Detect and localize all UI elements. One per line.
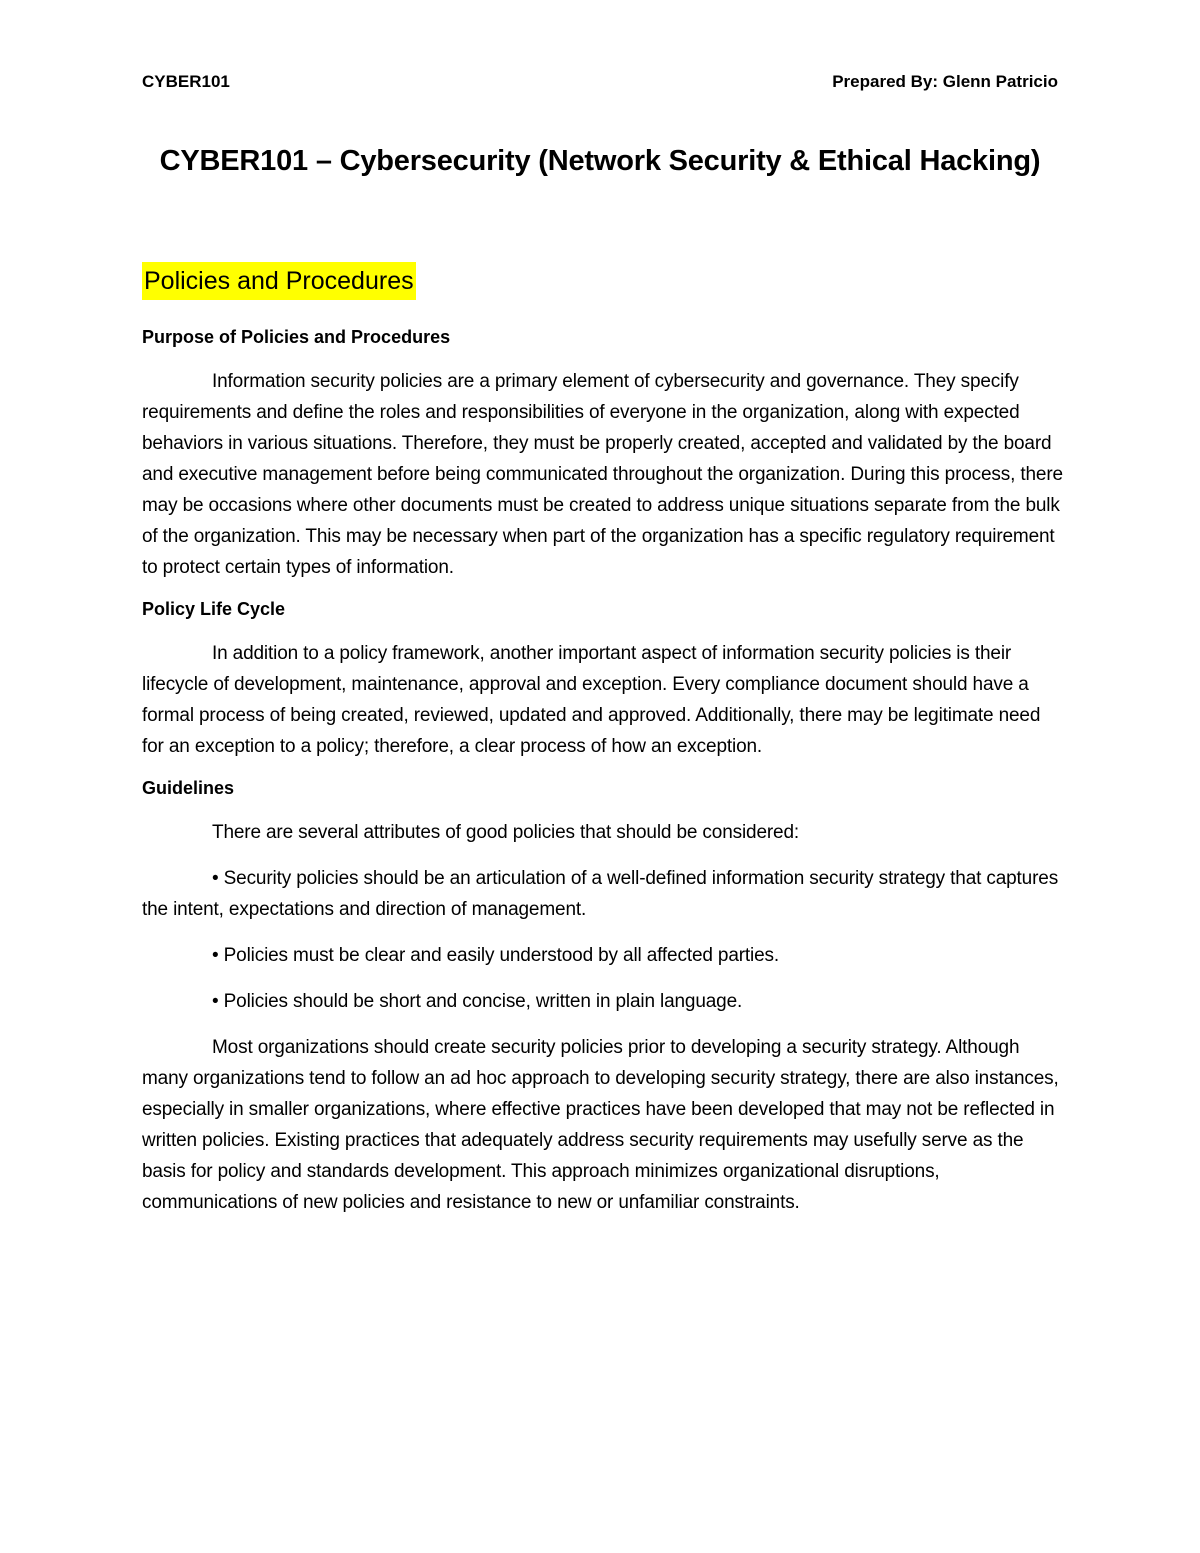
header-author: Prepared By: Glenn Patricio: [832, 72, 1058, 91]
section-heading-highlighted: Policies and Procedures: [142, 262, 416, 300]
paragraph-lifecycle: In addition to a policy framework, another important aspect of information security policies is their lifecycle of development, maintenance, approval and exception. Every compliance document should have a formal process of being created, reviewed, updated and approved. Additionally, there may be legitimate need for an exception to a policy; therefore, a clear process of how an exception.: [142, 643, 1041, 757]
bullet-item: • Policies must be clear and easily understood by all affected parties.: [212, 945, 780, 966]
document-body: [142, 262, 1066, 1233]
bullet-item: • Security policies should be an articulation of a well-defined information security strategy that captures the intent, expectations and direction of management.: [142, 868, 1059, 920]
header-course-code: CYBER101: [142, 72, 230, 91]
paragraph-guidelines-closing: Most organizations should create security policies prior to developing a security strategy. Although many organizations tend to follow an ad hoc approach to developing security strategy, there are also instances, especially in smaller organizations, where effective practices have been developed that may not be reflected in written policies. Existing practices that adequately address security requirements may usefully serve as the basis for policy and standards development. This approach minimizes organizational disruptions, communications of new policies and resistance to new or unfamiliar constraints.: [142, 1037, 1059, 1213]
document-title: CYBER101 – Cybersecurity (Network Security & Ethical Hacking): [159, 145, 1041, 177]
paragraph-purpose: Information security policies are a primary element of cybersecurity and governance. They specify requirements and define the roles and responsibilities of everyone in the organization, along with expected behaviors in various situations. Therefore, they must be properly created, accepted and validated by the board and executive management before being communicated throughout the organization. During this process, there may be occasions where other documents must be created to address unique situations separate from the bulk of the organization. This may be necessary when part of the organization has a specific regulatory requirement to protect certain types of information.: [142, 371, 1063, 578]
page-header: [142, 72, 1058, 96]
bullet-item: • Policies should be short and concise, written in plain language.: [212, 991, 743, 1012]
subheading-purpose: Purpose of Policies and Procedures: [142, 327, 451, 347]
subheading-guidelines: Guidelines: [142, 778, 235, 798]
paragraph-guidelines-intro: There are several attributes of good policies that should be considered:: [212, 822, 800, 843]
subheading-lifecycle: Policy Life Cycle: [142, 599, 286, 619]
